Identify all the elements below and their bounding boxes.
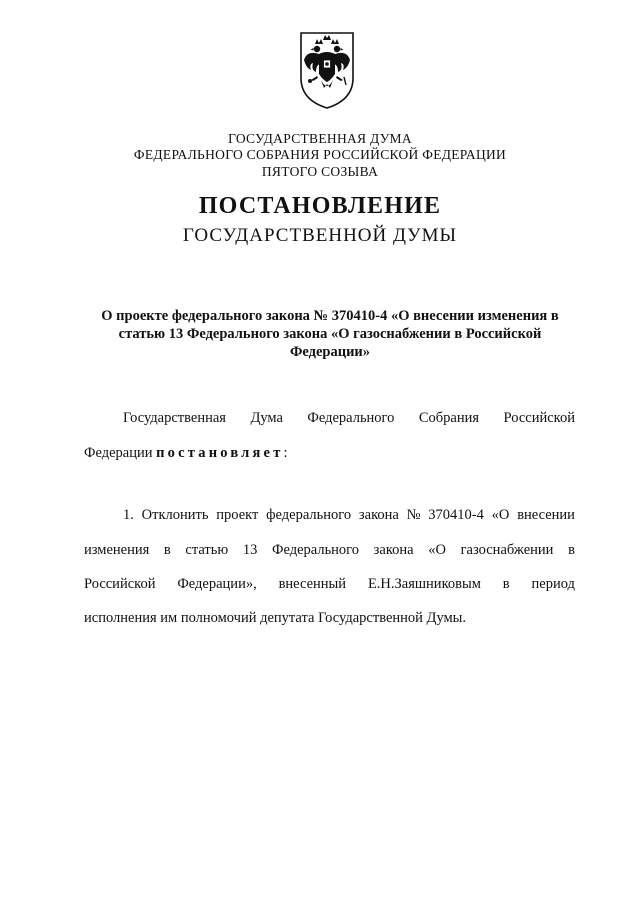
item1-line-2 bbox=[84, 543, 575, 558]
item1-line-3 bbox=[84, 577, 575, 592]
word: статью bbox=[185, 542, 229, 558]
word: Федерации», bbox=[177, 576, 257, 592]
word: Федерального bbox=[272, 542, 360, 558]
item1-line-4: исполнения им полномочий депутата Государственной Думы. bbox=[84, 610, 467, 626]
word: в bbox=[568, 542, 575, 558]
word: закона bbox=[358, 507, 399, 523]
word: период bbox=[531, 576, 575, 592]
subject-line: О проекте федерального закона № 370410-4 «О внесении изменения в bbox=[101, 308, 559, 324]
word: Отклонить bbox=[141, 507, 209, 523]
preamble-line-2 bbox=[84, 446, 575, 461]
word: № bbox=[406, 507, 421, 523]
preamble-subject: Федерации bbox=[84, 445, 157, 461]
resolution-keyword: постановляет bbox=[156, 445, 284, 461]
document-title: ПОСТАНОВЛЕНИЕ bbox=[198, 193, 442, 219]
word: Дума bbox=[250, 410, 283, 426]
preamble-colon: : bbox=[283, 445, 288, 461]
word: проект bbox=[216, 507, 259, 523]
item1-line-1 bbox=[84, 508, 575, 523]
word: Российской bbox=[503, 410, 575, 426]
word: внесении bbox=[517, 507, 575, 523]
subject-line: Федерации» bbox=[289, 344, 371, 360]
header-assembly-name: ФЕДЕРАЛЬНОГО СОБРАНИЯ РОССИЙСКОЙ ФЕДЕРАЦИИ bbox=[133, 147, 507, 162]
word: «О bbox=[428, 542, 446, 558]
word: закона bbox=[373, 542, 414, 558]
document-subtitle: ГОСУДАРСТВЕННОЙ ДУМЫ bbox=[182, 225, 458, 246]
word: в bbox=[502, 576, 510, 592]
subject-line: статью 13 Федерального закона «О газоснабжении в Российской bbox=[118, 326, 542, 342]
word: федерального bbox=[266, 507, 352, 523]
state-emblem-icon bbox=[297, 30, 357, 110]
header-convocation: ПЯТОГО СОЗЫВА bbox=[261, 164, 379, 179]
word: внесенный bbox=[278, 576, 347, 592]
word: 370410-4 bbox=[428, 507, 484, 523]
word: Российской bbox=[84, 576, 156, 592]
document-subject bbox=[70, 307, 590, 361]
word: «О bbox=[491, 507, 510, 523]
word: Федерального bbox=[307, 410, 395, 426]
word: Е.Н.Заяшниковым bbox=[367, 576, 481, 592]
word: 13 bbox=[242, 542, 258, 558]
preamble-line-1 bbox=[84, 411, 575, 426]
word: изменения bbox=[84, 542, 150, 558]
word: 1. bbox=[123, 507, 134, 523]
word: в bbox=[163, 542, 171, 558]
word: Государственная bbox=[123, 410, 226, 426]
word: Собрания bbox=[418, 410, 480, 426]
word: газоснабжении bbox=[460, 542, 554, 558]
header-parliament-name: ГОСУДАРСТВЕННАЯ ДУМА bbox=[228, 131, 412, 146]
